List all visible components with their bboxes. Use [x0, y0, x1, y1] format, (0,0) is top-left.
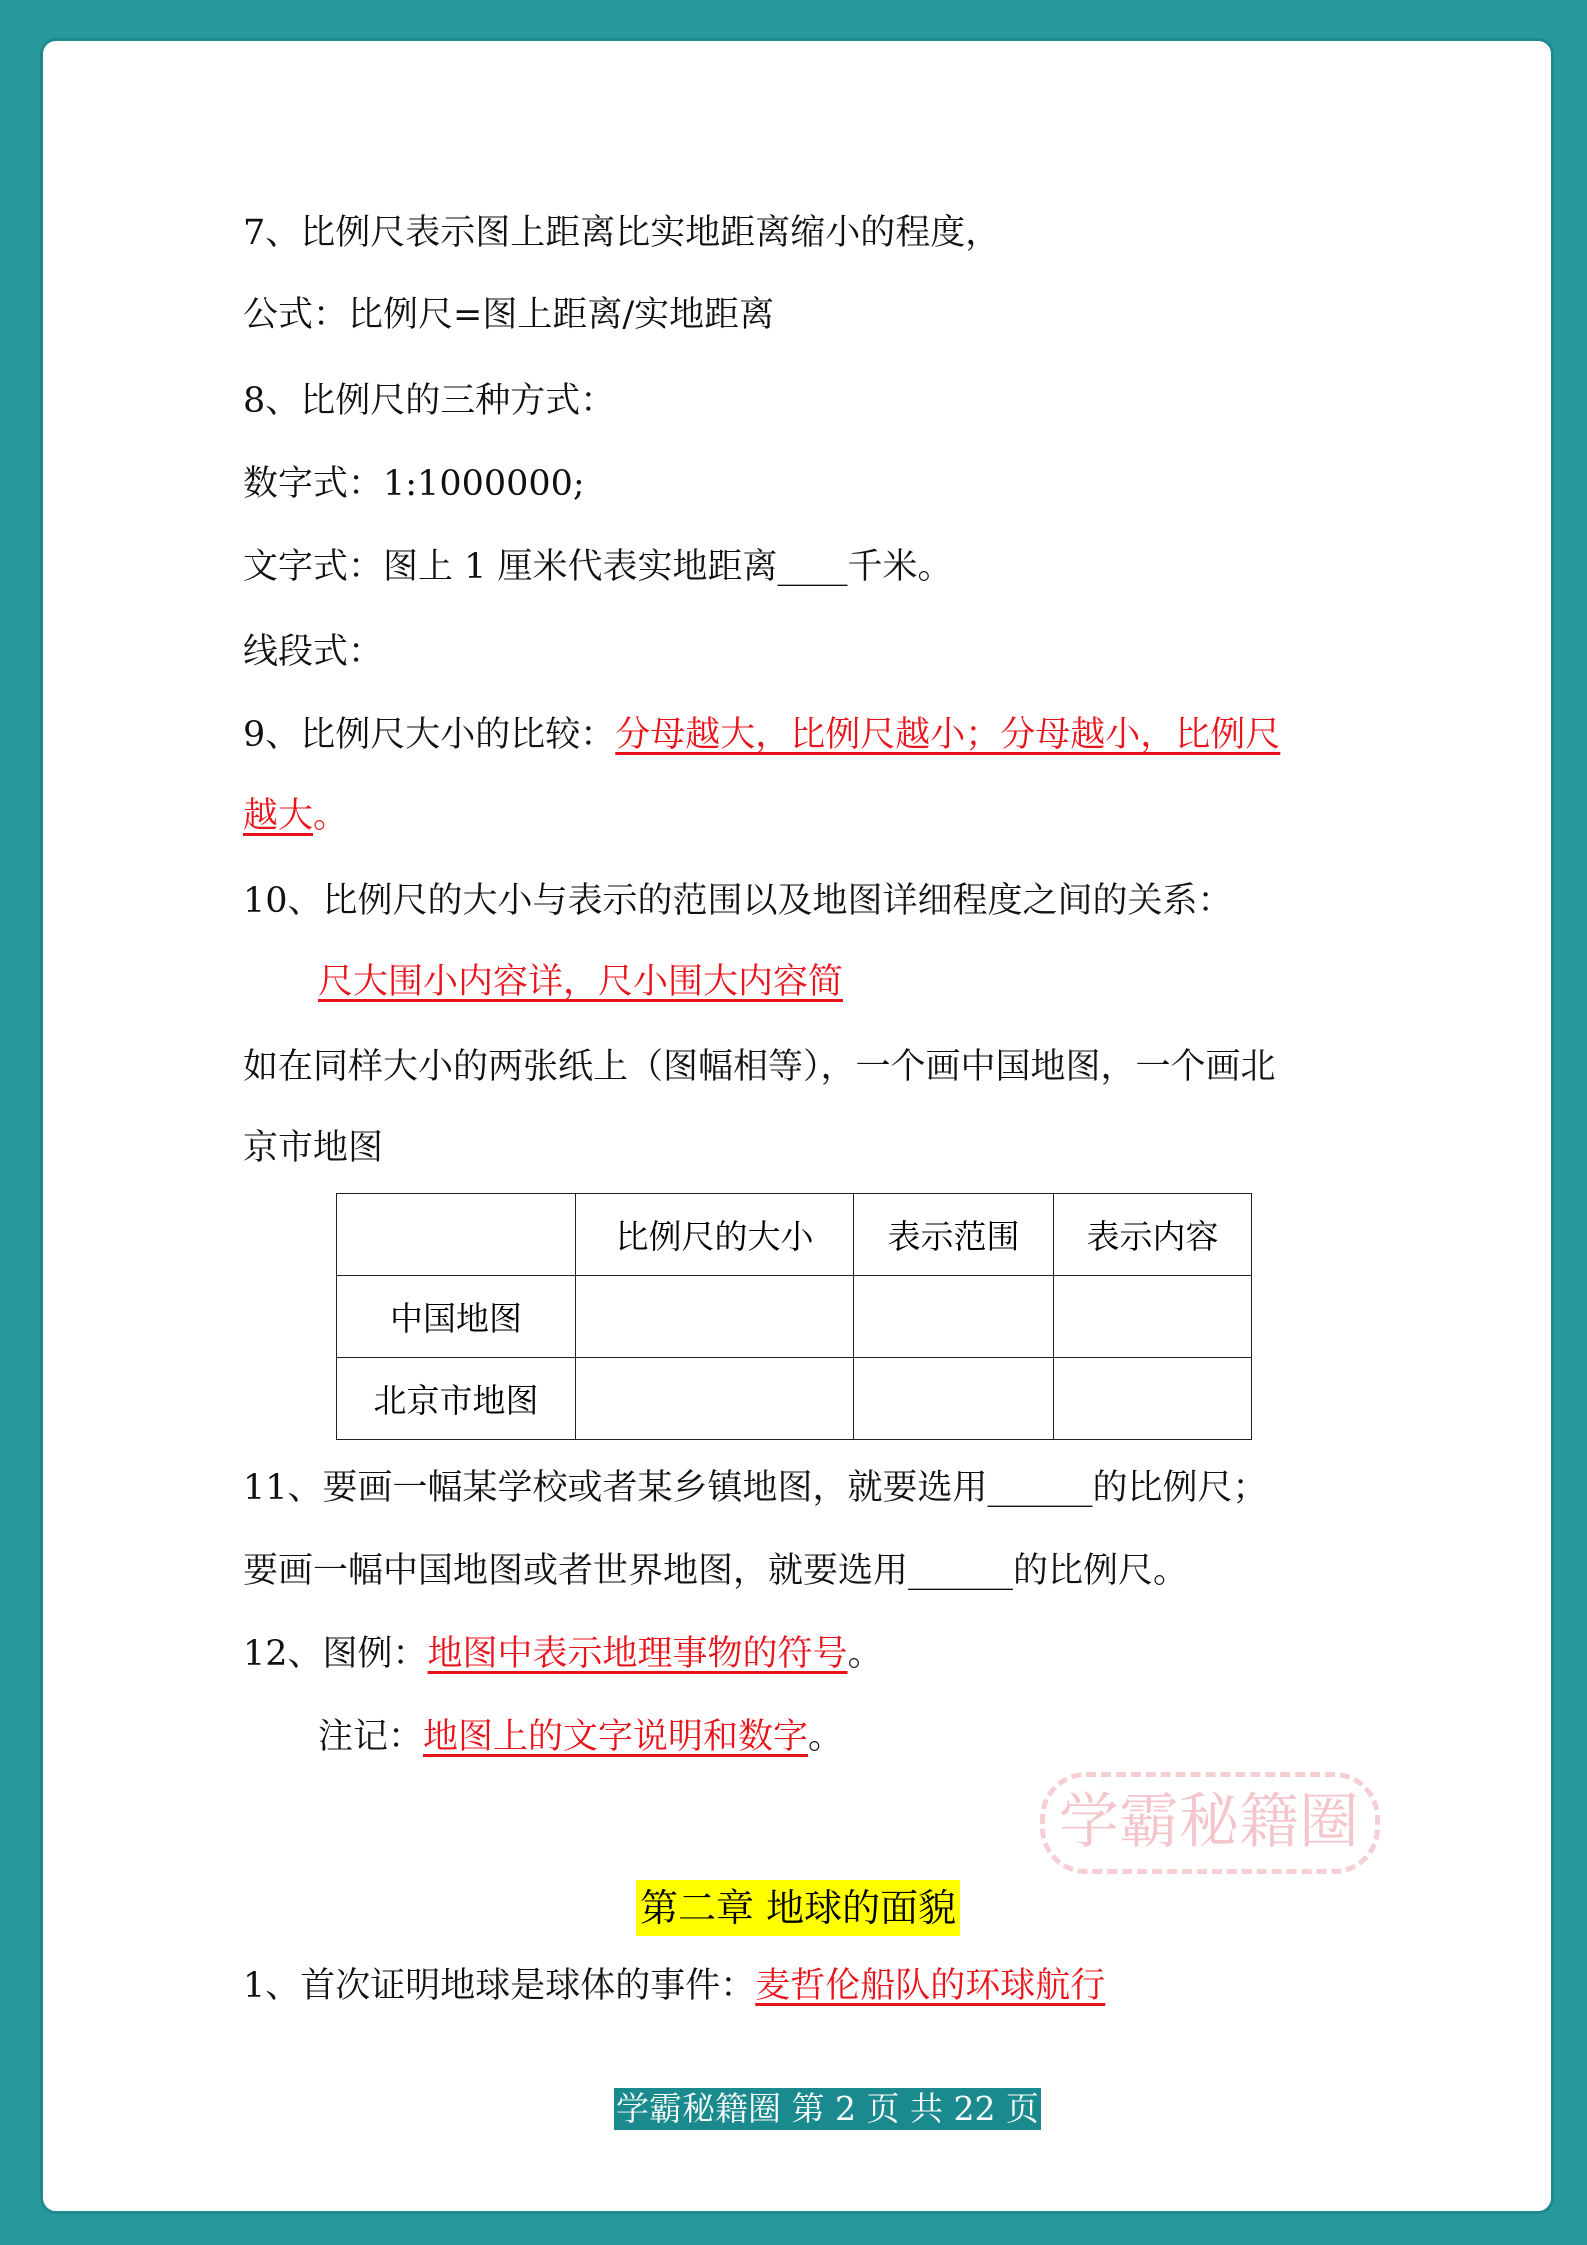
item-8: 8、比例尺的三种方式：	[243, 381, 616, 421]
table-header: 表示范围	[854, 1194, 1054, 1276]
table-cell	[1054, 1358, 1252, 1440]
table-cell: 北京市地图	[337, 1358, 576, 1440]
item-10-answer-text: 尺大围小内容详，尺小围大内容简	[318, 962, 844, 1002]
table-cell: 中国地图	[337, 1276, 576, 1358]
table-cell	[576, 1276, 854, 1358]
table-cell	[854, 1276, 1054, 1358]
item-12-end: 。	[847, 1634, 883, 1674]
item-12-answer: 地图中表示地理事物的符号	[427, 1634, 848, 1674]
item-11a: 11、要画一幅某学校或者某乡镇地图，就要选用______的比例尺；	[243, 1468, 1268, 1508]
numeric-form: 数字式：1:1000000;	[243, 464, 585, 504]
example: 如在同样大小的两张纸上（图幅相等），一个画中国地图，一个画北	[243, 1047, 1276, 1087]
table-cell	[1054, 1276, 1252, 1358]
item-9-answer-2: 越大	[243, 796, 314, 836]
table-cell	[576, 1358, 854, 1440]
item-9	[243, 712, 1280, 758]
ch2-item-1	[243, 1963, 1105, 2009]
item-12-label: 12、图例：	[243, 1634, 428, 1674]
chapter-title: 第二章 地球的面貌	[636, 1880, 960, 1936]
note-label: 注记：	[318, 1717, 424, 1757]
watermark-text: 学霸秘籍圈	[1059, 1787, 1359, 1857]
table-header	[337, 1194, 576, 1276]
item-9-end: 。	[313, 796, 349, 836]
ch2-item-1-label: 1、首次证明地球是球体的事件：	[243, 1966, 756, 2006]
note-answer: 地图上的文字说明和数字	[423, 1717, 809, 1757]
table-header-row	[337, 1194, 1252, 1276]
item-7: 7、比例尺表示图上距离比实地距离缩小的程度，	[243, 213, 1001, 253]
table-row	[337, 1358, 1252, 1440]
item-10-answer	[318, 959, 843, 1005]
example-cont: 京市地图	[243, 1128, 384, 1168]
item-11b: 要画一幅中国地图或者世界地图，就要选用______的比例尺。	[243, 1551, 1189, 1591]
formula: 公式：比例尺=图上距离/实地距离	[243, 295, 775, 335]
item-9-cont	[243, 793, 348, 839]
watermark-stamp	[1040, 1772, 1380, 1874]
line-form: 线段式：	[243, 632, 384, 672]
table-row	[337, 1276, 1252, 1358]
item-10: 10、比例尺的大小与表示的范围以及地图详细程度之间的关系：	[243, 881, 1233, 921]
table-header: 比例尺的大小	[576, 1194, 854, 1276]
note	[318, 1714, 843, 1760]
note-end: 。	[808, 1717, 844, 1757]
item-9-answer: 分母越大，比例尺越小；分母越小，比例尺	[615, 715, 1281, 755]
item-9-label: 9、比例尺大小的比较：	[243, 715, 616, 755]
ch2-item-1-answer: 麦哲伦船队的环球航行	[755, 1966, 1106, 2006]
table-header: 表示内容	[1054, 1194, 1252, 1276]
table-cell	[854, 1358, 1054, 1440]
item-12	[243, 1631, 883, 1677]
scale-table	[336, 1193, 1252, 1440]
text-form: 文字式：图上 1 厘米代表实地距离____千米。	[243, 547, 953, 587]
page-footer: 学霸秘籍圈 第 2 页 共 22 页	[616, 2089, 1039, 2128]
